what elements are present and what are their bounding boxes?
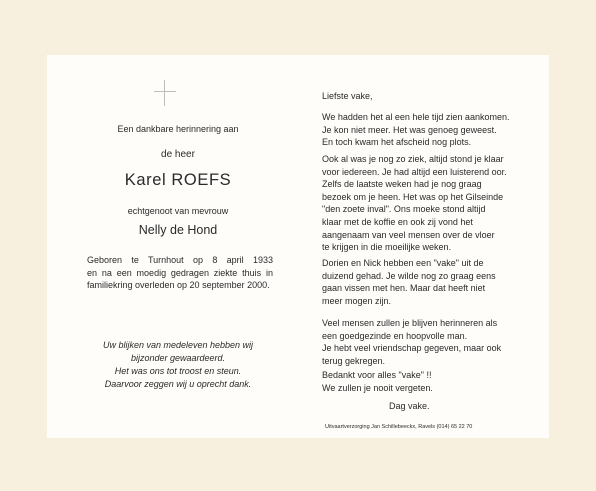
closing: Dag vake.	[389, 401, 430, 411]
thanks-line: Uw blijken van medeleven hebben wij	[102, 340, 254, 350]
text-line: meer mogen zijn.	[322, 295, 392, 306]
honorific: de heer	[161, 149, 195, 160]
text-line: Je kon niet meer. Het was genoeg geweest.	[322, 124, 497, 135]
text-line: voor iedereen. Je had altijd een luisterend oor.	[322, 166, 507, 177]
birth-line: en na een moedig gedragen ziekte thuis in	[87, 267, 273, 278]
greeting: Liefste vake,	[322, 91, 373, 101]
paragraph-3	[322, 257, 542, 307]
thanks-text	[47, 339, 309, 391]
text-line: Ook al was je nog zo ziek, altijd stond je klaar	[322, 154, 504, 164]
birth-line: Geboren te Turnhout op 8 april 1933	[87, 255, 273, 265]
paragraph-5	[322, 369, 542, 394]
text-line: Veel mensen zullen je blijven herinneren als	[322, 318, 498, 328]
text-line: We zullen je nooit vergeten.	[322, 382, 433, 393]
spouse-name: Nelly de Hond	[138, 223, 218, 237]
text-line: "den zoete inval". Ons moeke stond altijd	[322, 204, 486, 215]
text-line: een goedgezinde en hoopvolle man.	[322, 330, 468, 341]
thanks-line: bijzonder gewaardeerd.	[130, 353, 226, 363]
text-line: Bedankt voor alles "vake" !!	[322, 370, 432, 380]
thanks-line: Daarvoor zeggen wij u oprecht dank.	[104, 379, 252, 389]
text-line: En toch kwam het afscheid nog plots.	[322, 137, 472, 148]
right-panel	[309, 55, 549, 438]
text-line: aangenaam van veel mensen over de vloer	[322, 229, 495, 240]
text-line: gaan vissen met hen. Maar dat heeft niet	[322, 283, 486, 294]
text-line: te krijgen in die moeilijke weken.	[322, 242, 452, 253]
thanks-line: Het was ons tot troost en steun.	[114, 366, 242, 376]
text-line: bezoek om je heen. Het was op het Gilseinde	[322, 191, 504, 202]
deceased-name: Karel ROEFS	[124, 171, 232, 189]
text-line: duizend gehad. Je wilde nog zo graag eens	[322, 270, 496, 281]
birth-death-text	[87, 254, 273, 292]
text-line: terug gekregen.	[322, 355, 386, 366]
text-line: We hadden het al een hele tijd zien aankomen.	[322, 112, 510, 122]
text-line: Zelfs de laatste weken had je nog graag	[322, 179, 482, 190]
birth-line: familiekring overleden op 20 september 2000.	[87, 280, 270, 290]
cross-icon	[154, 80, 176, 106]
paragraph-2	[322, 153, 542, 254]
spouse-label: echtgenoot van mevrouw	[127, 206, 229, 216]
intro-text: Een dankbare herinnering aan	[117, 124, 239, 134]
text-line: Je hebt veel vriendschap gegeven, maar ook	[322, 343, 502, 354]
paragraph-1	[322, 111, 542, 149]
memorial-card	[47, 55, 549, 438]
text-line: Dorien en Nick hebben een "vake" uit de	[322, 258, 484, 268]
undertaker-credit: Uitvaartverzorging Jan Schillebeeckx, Ravels (014) 65 22 70	[325, 424, 473, 430]
paragraph-4	[322, 317, 542, 367]
text-line: klaar met de koffie en ook zij vond het	[322, 216, 473, 227]
left-panel	[47, 55, 309, 438]
